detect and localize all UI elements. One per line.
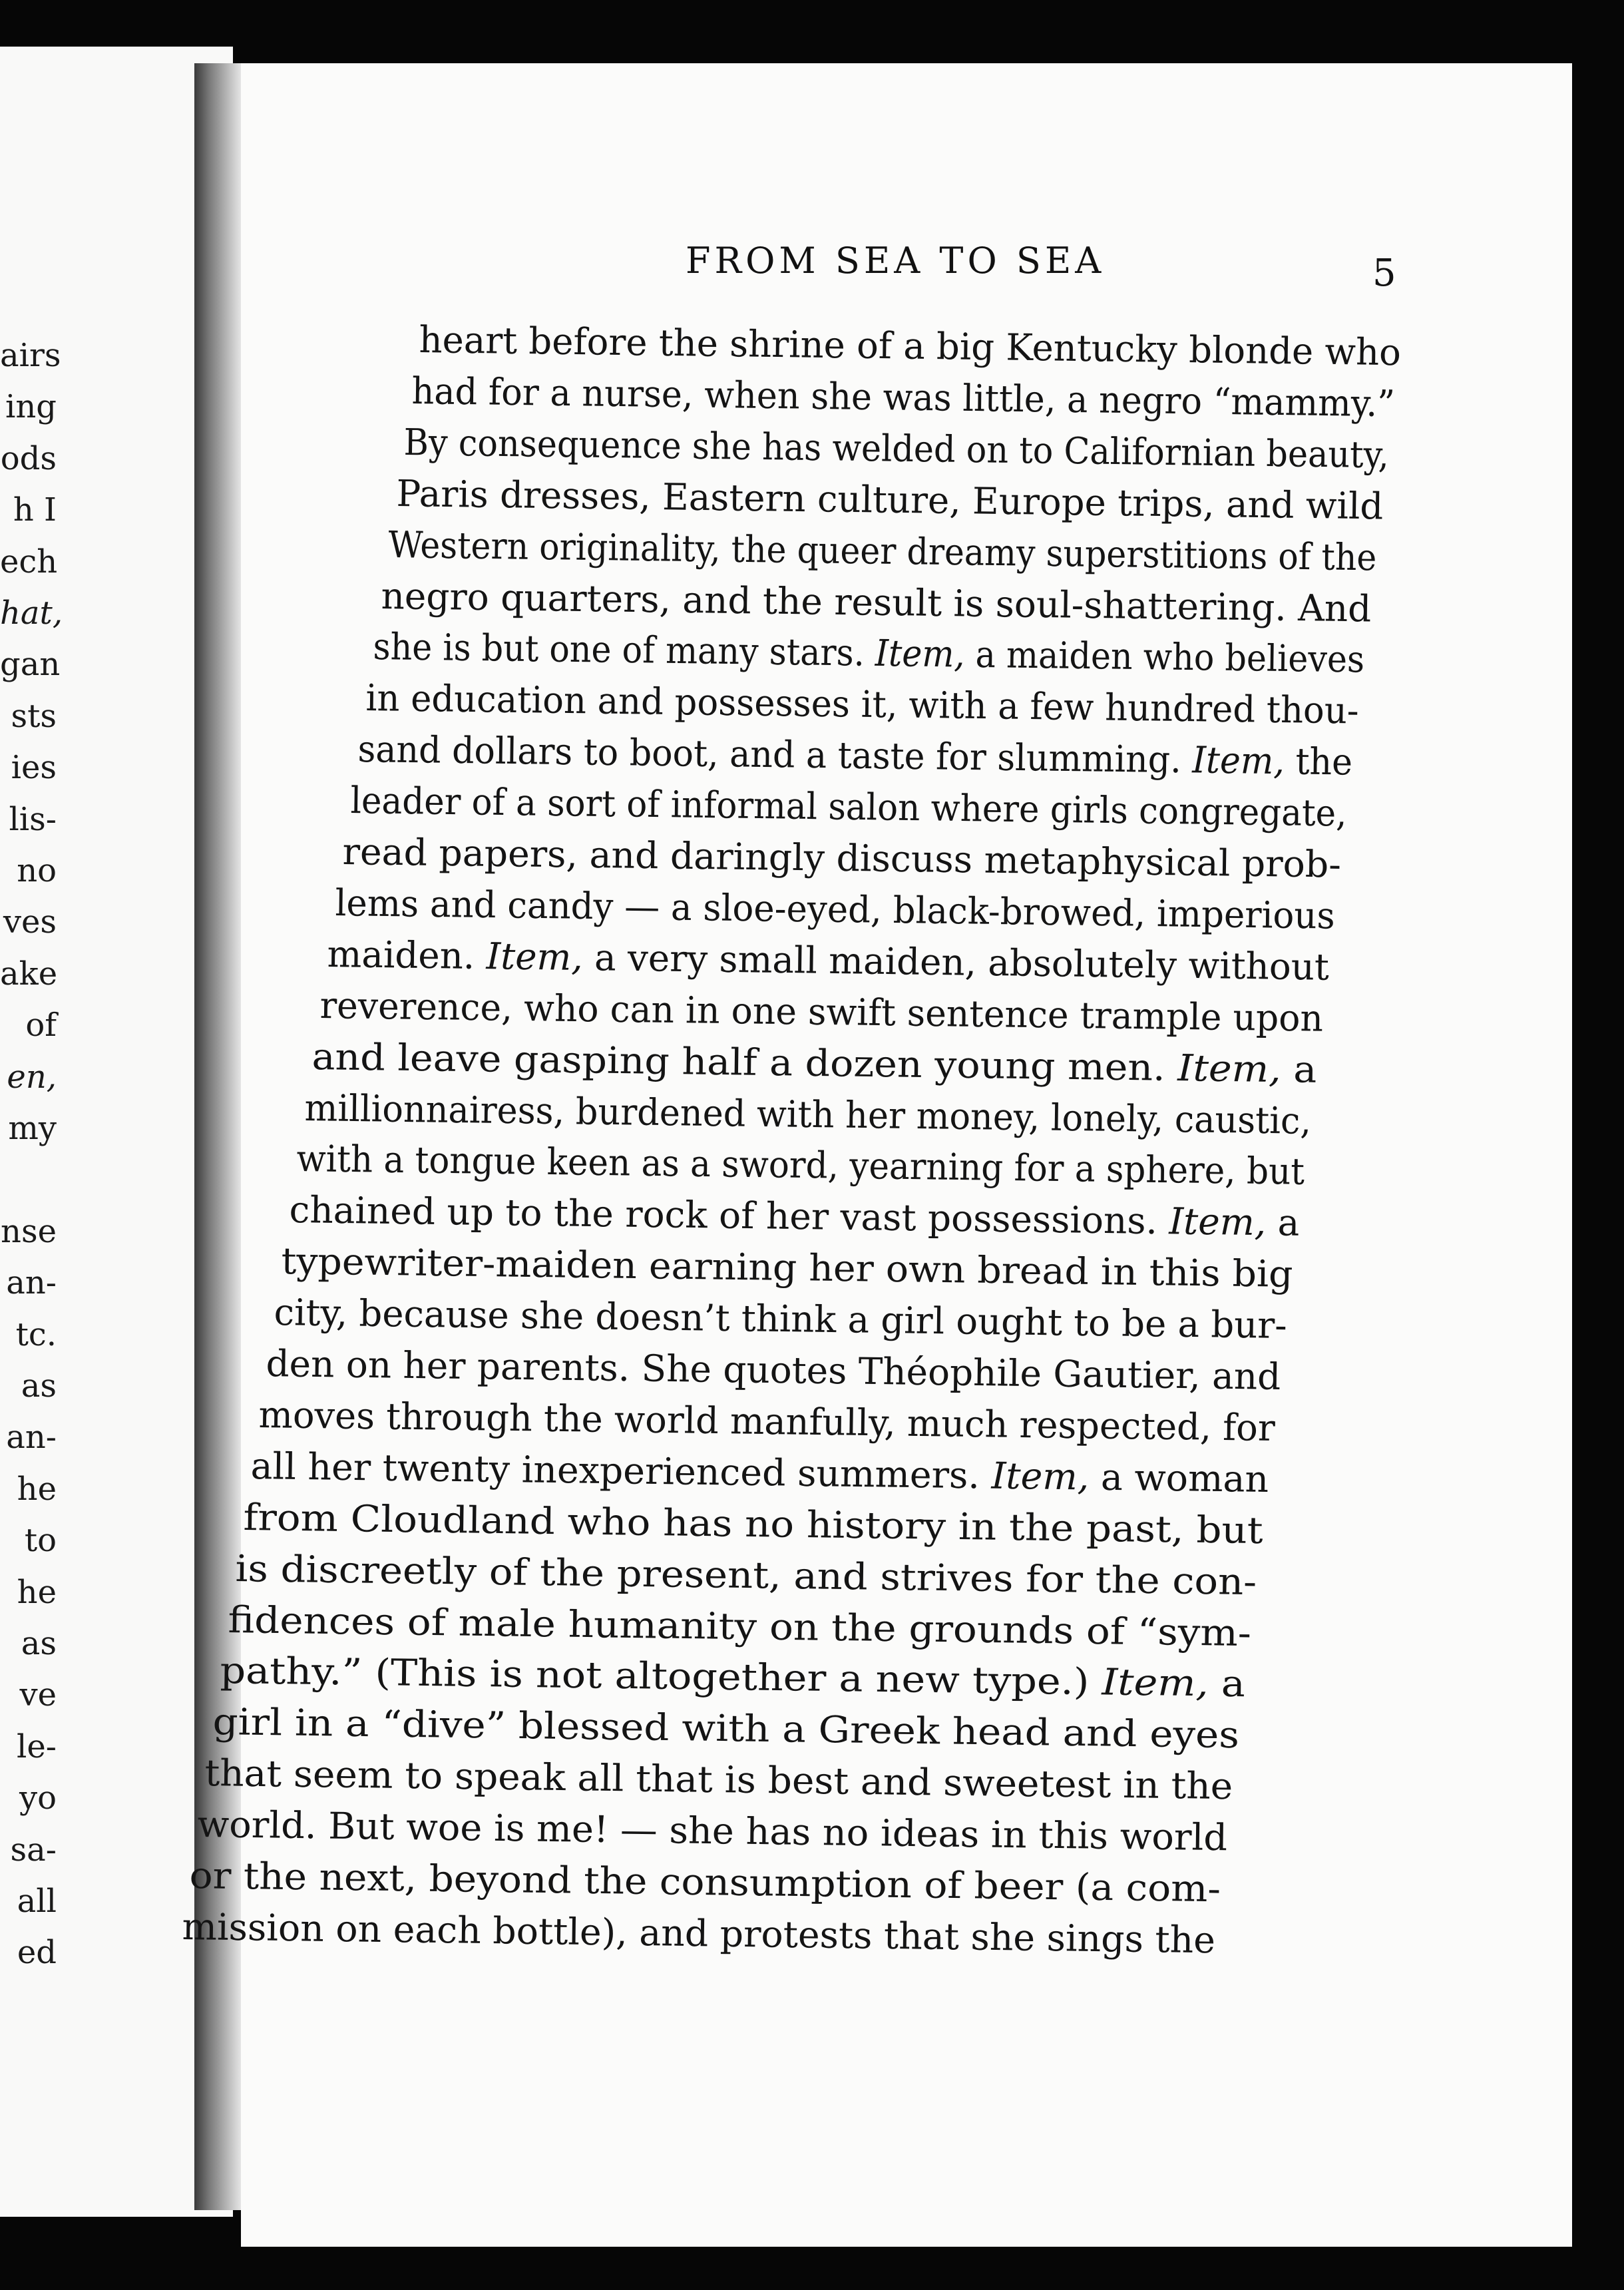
left-page-fragment: ech <box>0 543 58 580</box>
body-line: from Cloudland who has no history in the past, but <box>242 1495 1263 1552</box>
body-line: and leave gasping half a dozen young men. Item, a <box>311 1034 1317 1091</box>
body-line: reverence, who can in one swift sentence trample upon <box>319 983 1323 1040</box>
left-page-fragment: as <box>21 1625 57 1662</box>
body-line: By consequence she has welded on to Californian beauty, <box>403 420 1390 477</box>
left-page-fragment: ves <box>3 903 57 941</box>
body-line: had for a nurse, when she was little, a negro “mammy.” <box>411 369 1395 425</box>
running-header: FROM SEA TO SEA <box>686 240 1106 282</box>
body-line: leader of a sort of informal salon where girls congregate, <box>349 779 1347 835</box>
left-page-fragment: h I <box>13 491 57 529</box>
left-page-fragment: ake <box>0 955 58 993</box>
left-page-fragment: ods <box>0 439 57 477</box>
body-line: that seem to speak all that is best and sweetest in the <box>204 1751 1233 1808</box>
left-page-fragment: ing <box>5 388 57 426</box>
left-page-fragment: gan <box>0 646 61 684</box>
body-line: she is but one of many stars. Item, a maiden who believes <box>373 625 1365 681</box>
body-line: sand dollars to boot, and a taste for slumming. Item, the <box>357 728 1353 784</box>
left-page-fragment: le- <box>17 1727 57 1765</box>
body-line: girl in a “dive” blessed with a Greek head and eyes <box>212 1700 1239 1757</box>
body-line: heart before the shrine of a big Kentucky blonde who <box>419 318 1402 374</box>
body-line: lems and candy — a sloe-eyed, black-browed, imperious <box>334 881 1335 937</box>
body-line: city, because she doesn’t think a girl ought to be a bur- <box>273 1291 1287 1347</box>
body-line: or the next, beyond the consumption of beer (a com- <box>189 1854 1221 1911</box>
left-page-fragment: en, <box>7 1058 57 1096</box>
left-page-fragment: airs <box>0 337 61 374</box>
left-page-fragment: he <box>17 1573 57 1611</box>
body-line: world. But woe is me! — she has no ideas in this world <box>196 1803 1227 1859</box>
body-line: Paris dresses, Eastern culture, Europe trips, and wild <box>395 471 1384 528</box>
page-number: 5 <box>1372 252 1396 295</box>
left-page-fragment: an- <box>6 1264 57 1302</box>
left-page-fragment: yo <box>19 1779 57 1817</box>
body-line: chained up to the rock of her vast possessions. Item, a <box>288 1188 1300 1245</box>
body-line: with a tongue keen as a sword, yearning for a sphere, but <box>296 1137 1305 1194</box>
body-line: pathy.” (This is not altogether a new type.) Item, a <box>220 1649 1246 1706</box>
left-page-fragment: to <box>24 1522 57 1560</box>
left-page-fragment: lis- <box>9 800 57 838</box>
body-line: in education and possesses it, with a few hundred thou- <box>365 676 1359 732</box>
left-page-fragment: sts <box>11 697 57 735</box>
left-page-fragment: he <box>17 1470 57 1508</box>
left-page-fragment: as <box>21 1367 57 1405</box>
body-line: millionnairess, burdened with her money, lonely, caustic, <box>304 1086 1311 1142</box>
left-page-fragment: ve <box>19 1676 57 1714</box>
left-page-fragment: nse <box>1 1212 57 1250</box>
body-line: maiden. Item, a very small maiden, absolutely without <box>327 932 1330 989</box>
left-page-fragment: all <box>17 1883 57 1920</box>
body-line: read papers, and daringly discuss metaphysical prob- <box>342 830 1342 886</box>
body-line: is discreetly of the present, and strives for the con- <box>235 1546 1257 1603</box>
left-page-fragment: no <box>17 852 57 889</box>
left-page-fragment: hat, <box>0 594 63 632</box>
left-page-fragment: tc. <box>15 1315 57 1353</box>
left-page-fragment: my <box>8 1110 57 1147</box>
left-page-fragment: sa- <box>10 1831 57 1869</box>
body-line: mission on each bottle), and protests that she sings the <box>181 1905 1215 1962</box>
left-page-fragment: of <box>25 1007 57 1044</box>
left-page-fragment: ies <box>11 749 57 787</box>
body-line: negro quarters, and the result is soul-shattering. And <box>380 574 1372 630</box>
body-line: fidences of male humanity on the grounds of “sym- <box>227 1598 1251 1654</box>
body-line: all her twenty inexperienced summers. Item, a woman <box>250 1444 1269 1500</box>
left-page-fragment: an- <box>6 1419 57 1457</box>
body-line: Western originality, the queer dreamy superstitions of the <box>388 523 1377 579</box>
body-line: moves through the world manfully, much respected, for <box>258 1393 1275 1449</box>
body-line: den on her parents. She quotes Théophile Gautier, and <box>266 1342 1281 1398</box>
body-line: typewriter-maiden earning her own bread in this big <box>281 1240 1293 1296</box>
left-page-fragment: ed <box>17 1934 57 1972</box>
